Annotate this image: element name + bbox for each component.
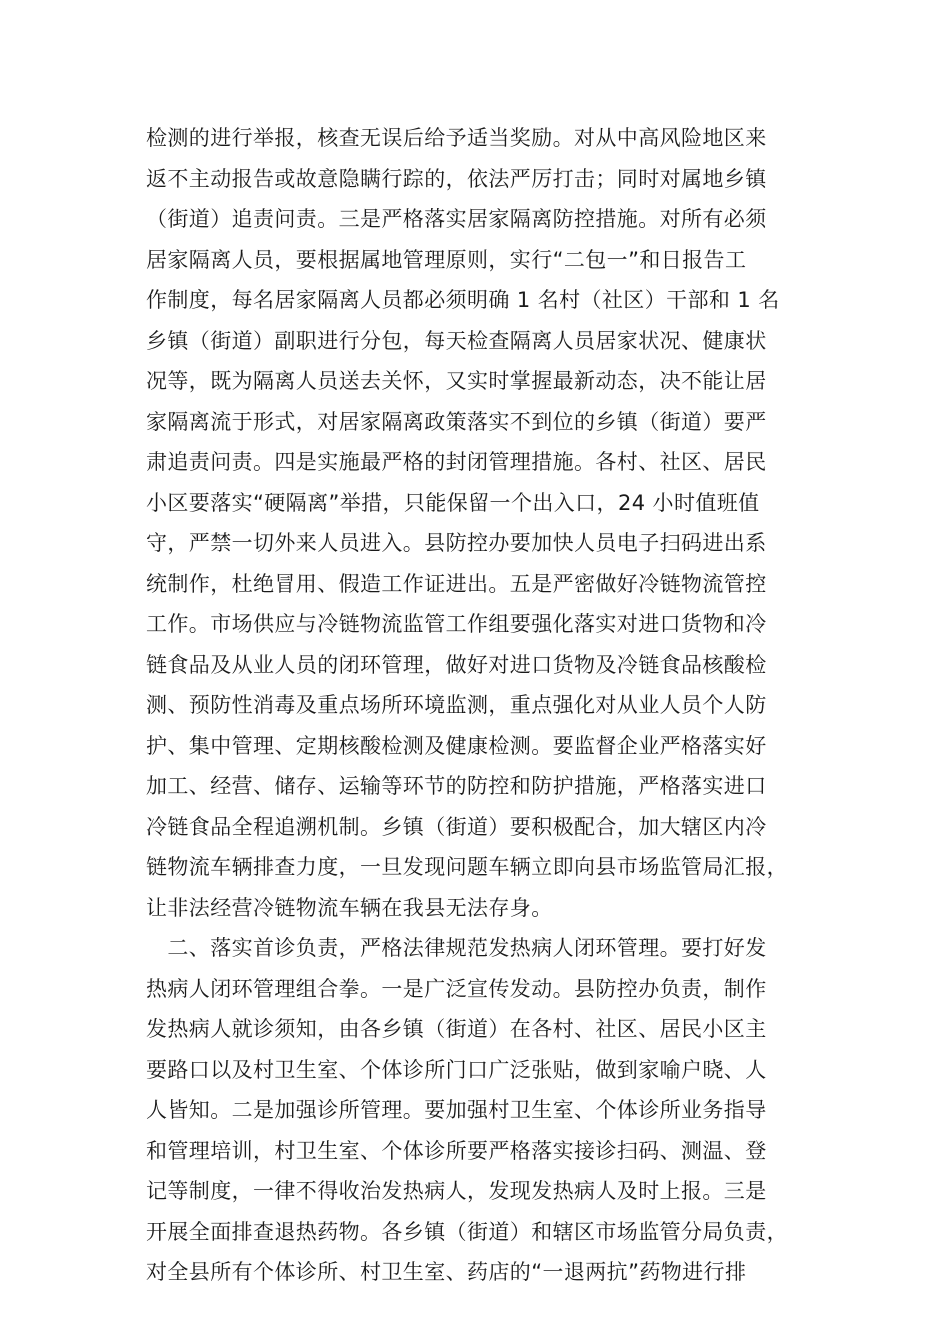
text-line: （街道）追责问责。三是严格落实居家隔离防控措施。对所有必须 xyxy=(146,207,767,231)
text-line: 乡镇（街道）副职进行分包，每天检查隔离人员居家状况、健康状 xyxy=(146,328,767,353)
text-line: 发热病人就诊须知，由各乡镇（街道）在各村、社区、居民小区主 xyxy=(146,1017,767,1041)
text-line: 加工、经营、储存、运输等环节的防控和防护措施，严格落实进口 xyxy=(146,774,767,798)
text-line: 对全县所有个体诊所、村卫生室、药店的“一退两抗”药物进行排 xyxy=(146,1260,747,1284)
text-line: 检测的进行举报，核查无误后给予适当奖励。对从中高风险地区来 xyxy=(146,126,767,150)
body-text xyxy=(146,118,806,1293)
text-line: 统制作，杜绝冒用、假造工作证进出。五是严密做好冷链物流管控 xyxy=(146,571,767,596)
text-line: 守，严禁一切外来人员进入。县防控办要加快人员电子扫码进出系 xyxy=(146,531,767,555)
text-line: 人皆知。二是加强诊所管理。要加强村卫生室、个体诊所业务指导 xyxy=(146,1098,767,1122)
text-line: 测、预防性消毒及重点场所环境监测，重点强化对从业人员个人防 xyxy=(146,693,767,717)
text-line: 记等制度，一律不得收治发热病人，发现发热病人及时上报。三是 xyxy=(146,1179,767,1203)
text-line: 要路口以及村卫生室、个体诊所门口广泛张贴，做到家喻户晓、人 xyxy=(146,1057,767,1082)
text-line: 和管理培训，村卫生室、个体诊所要严格落实接诊扫码、测温、登 xyxy=(146,1138,767,1163)
text-line: 返不主动报告或故意隐瞒行踪的，依法严厉打击；同时对属地乡镇 xyxy=(146,166,767,191)
text-line: 居家隔离人员，要根据属地管理原则，实行“二包一”和日报告工 xyxy=(146,247,747,272)
text-line: 二、落实首诊负责，严格法律规范发热病人闭环管理。要打好发 xyxy=(146,936,767,960)
text-line: 开展全面排查退热药物。各乡镇（街道）和辖区市场监管分局负责， xyxy=(146,1219,788,1244)
text-line: 护、集中管理、定期核酸检测及健康检测。要监督企业严格落实好 xyxy=(146,733,767,758)
text-line: 小区要落实“硬隔离”举措，只能保留一个出入口，24 小时值班值 xyxy=(146,490,760,515)
text-line: 链物流车辆排查力度，一旦发现问题车辆立即向县市场监管局汇报， xyxy=(146,855,788,879)
text-line: 热病人闭环管理组合拳。一是广泛宣传发动。县防控办负责，制作 xyxy=(146,976,767,1001)
text-line: 让非法经营冷链物流车辆在我县无法存身。 xyxy=(146,895,553,920)
text-line: 家隔离流于形式，对居家隔离政策落实不到位的乡镇（街道）要严 xyxy=(146,409,767,434)
text-line: 肃追责问责。四是实施最严格的封闭管理措施。各村、社区、居民 xyxy=(146,450,767,474)
text-line: 况等，既为隔离人员送去关怀，又实时掌握最新动态，决不能让居 xyxy=(146,369,767,393)
text-line: 工作。市场供应与冷链物流监管工作组要强化落实对进口货物和冷 xyxy=(146,612,767,636)
text-line: 作制度，每名居家隔离人员都必须明确 1 名村（社区）干部和 1 名 xyxy=(146,288,780,312)
text-line: 链食品及从业人员的闭环管理，做好对进口货物及冷链食品核酸检 xyxy=(146,652,767,677)
text-line: 冷链食品全程追溯机制。乡镇（街道）要积极配合，加大辖区内冷 xyxy=(146,814,767,839)
